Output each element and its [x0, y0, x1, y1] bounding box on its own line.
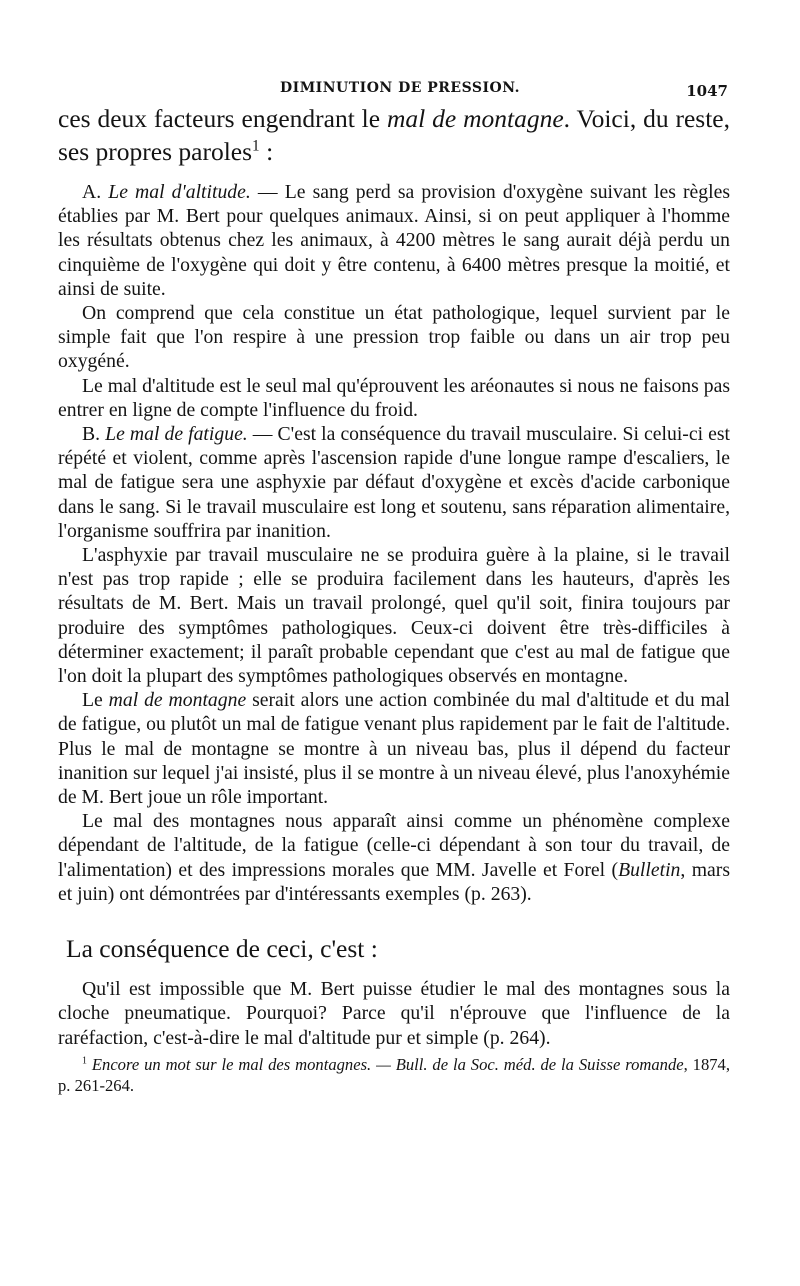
section-b-label: B. — [82, 423, 106, 446]
lead-italic: mal de montagne — [386, 104, 564, 133]
footnote-mark: 1 — [82, 1055, 87, 1067]
section-a-text: — Le sang perd sa provision d'oxygène suivant les règles établies par M. Bert pour quelques animaux. Ainsi, si on peut appliquer à l'homme les résultats obtenus chez les animaux, à 4200 mètres le sang aurait déjà perdu un cinquième de l'oxygène qui doit y être contenu, à 6400 mètres presque la moitié, et ainsi de suite. — [58, 181, 731, 300]
running-title: DIMINUTION DE PRESSION. — [280, 80, 521, 96]
lead-text: ces deux facteurs engendrant le — [58, 104, 387, 133]
footnote-ref: 1 — [252, 137, 260, 155]
lead-after: . Voici, du reste, ses propres paroles — [58, 104, 730, 166]
section-b-text: — C'est la conséquence du travail musculaire. Si celui-ci est répété et violent, comme après l'ascension rapide d'une longue rampe d'escaliers, le mal de fatigue sera une asphyxie par défaut d'oxygène et excès d'acide carbonique dans le sang. Si le travail musculaire est long et soutenu, sans réparation alimentaire, l'organisme souffrira par inanition. — [58, 423, 730, 542]
section-heading: La conséquence de ceci, c'est : — [66, 934, 378, 964]
footnote — [58, 1054, 730, 1097]
paragraph-7 — [58, 809, 730, 906]
paragraph-b — [58, 422, 730, 543]
footnote-italic: Encore un mot sur le mal des montagnes. — Bull. de la Soc. méd. de la Suisse romande — [86, 1054, 684, 1074]
p6-start: Le — [82, 689, 109, 712]
running-head — [58, 72, 730, 100]
lead-end: : — [259, 137, 274, 166]
paragraph-3: Le mal d'altitude est le seul mal qu'éprouvent les aréonautes si nous ne faisons pas entrer en ligne de compte l'influence du froid. — [58, 374, 730, 421]
section-a-label: A. — [82, 181, 109, 203]
paragraph-6 — [58, 688, 730, 809]
section-b-title: Le mal de fatigue. — [105, 423, 248, 446]
lead-paragraph — [58, 102, 730, 168]
p7-start: Le mal des montagnes nous apparaît ainsi comme un phénomène complexe dépendant de l'altitude, de la fatigue (celle-ci dépendant à son tour du travail, de l'alimentation) et des impressions morales que MM. Javelle et Forel ( — [58, 810, 730, 881]
paragraph-5: L'asphyxie par travail musculaire ne se produira guère à la plaine, si le travail n'est pas trop rapide ; elle se produira facilement dans les hauteurs, d'après les résultats de M. Bert. Mais un travail prolongé, quel qu'il soit, finira toujours par produire des symptômes pathologiques. Ceux-ci doivent être très-difficiles à déterminer exactement; il paraît probable cependant que c'est au mal de fatigue que l'on doit la plupart des symptômes pathologiques observés en montagne. — [58, 544, 730, 688]
paragraph-2: On comprend que cela constitue un état pathologique, lequel survient par le simple fait que l'on respire à une pression trop faible ou dans un air trop peu oxygéné. — [58, 302, 730, 373]
p6-italic: mal de montagne — [108, 689, 247, 712]
footnote-after: , 1874, p. 261-264. — [58, 1054, 730, 1096]
section-a-title: Le mal d'altitude. — [108, 181, 251, 203]
paragraph-a — [58, 180, 730, 301]
p7-italic: Bulletin — [618, 858, 681, 881]
book-page — [58, 72, 730, 1097]
page-number: 1047 — [686, 82, 728, 100]
p6-rest: serait alors une action combinée du mal d'altitude et du mal de fatigue, ou plutôt un mal de fatigue venant plus rapidement par le fait de l'altitude. Plus le mal de montagne se montre à un niveau bas, plus il dépend du facteur inanition sur lequel j'ai insisté, plus il se montre à un niveau élevé, plus l'anoxyhémie de M. Bert joue un rôle important. — [58, 689, 730, 809]
p7-rest: , mars et juin) ont démontrées par d'intéressants exemples (p. 263). — [58, 858, 730, 905]
paragraph-8: Qu'il est impossible que M. Bert puisse étudier le mal des montagnes sous la cloche pneumatique. Pourquoi? Parce qu'il n'éprouve que l'influence de la raréfaction, c'est-à-dire le mal d'altitude pur et simple (p. 264). — [58, 978, 730, 1049]
